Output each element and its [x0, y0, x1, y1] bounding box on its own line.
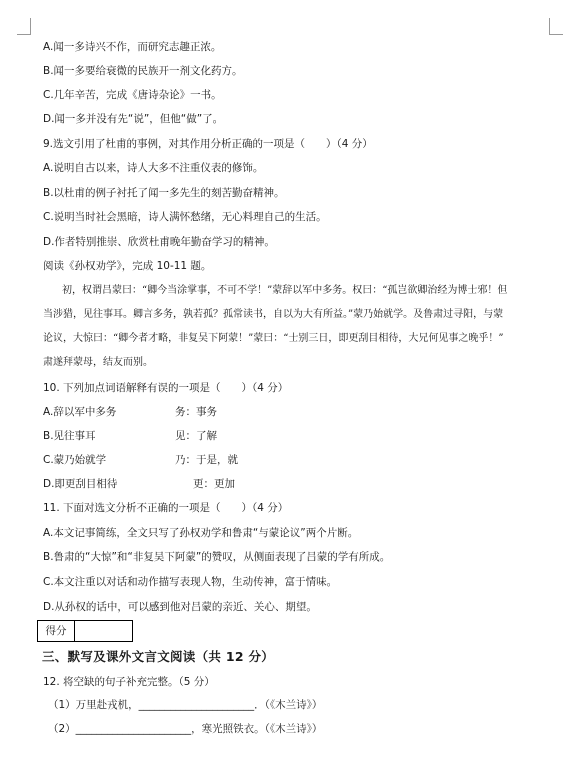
option-10b-phrase: B.见往事耳 — [43, 430, 96, 442]
crop-mark-right-horizontal — [549, 34, 563, 35]
option-11b: B.鲁肃的“大惊”和“非复吴下阿蒙”的赞叹，从侧面表现了吕蒙的学有所成。 — [43, 551, 391, 563]
section-3-heading: 三、默写及课外文言文阅读（共 12 分） — [42, 649, 275, 664]
option-10d-phrase: D.即更刮目相待 — [43, 478, 118, 490]
option-11d: D.从孙权的话中，可以感到他对吕蒙的亲近、关心、期望。 — [43, 601, 317, 613]
option-9b: B.以杜甫的例子衬托了闻一多先生的刻苦勤奋精神。 — [43, 187, 285, 199]
classical-text-line-1: 初，权谓吕蒙曰：“卿今当涂掌事，不可不学！”蒙辞以军中多务。权曰：“孤岂欲卿治经为博士邪！但 — [62, 285, 508, 296]
score-box — [37, 620, 133, 642]
classical-text-line-4: 肃遂拜蒙母，结友而别。 — [43, 357, 153, 368]
option-11c: C.本文注重以对话和动作描写表现人物，生动传神，富于情味。 — [43, 576, 338, 588]
crop-mark-left-horizontal — [17, 34, 31, 35]
option-11a: A.本文记事简练，全文只写了孙权劝学和鲁肃“与蒙论议”两个片断。 — [43, 527, 359, 539]
option-8d: D.闻一多并没有先“说”，但他“做”了。 — [43, 113, 224, 125]
question-10: 10. 下列加点词语解释有误的一项是（ ）（4 分） — [43, 382, 289, 394]
fill-blank-1: （1）万里赴戎机，______________________．（《木兰诗》） — [48, 699, 323, 711]
question-11: 11. 下面对选文分析不正确的一项是（ ）（4 分） — [43, 502, 289, 514]
crop-mark-left-vertical — [30, 18, 31, 35]
question-12: 12. 将空缺的句子补充完整。（5 分） — [43, 676, 215, 688]
fill-blank-2: （2）______________________，寒光照铁衣。（《木兰诗》） — [48, 723, 323, 735]
option-8a: A.闻一多诗兴不作，而研究志趣正浓。 — [43, 41, 222, 53]
crop-mark-right-vertical — [549, 18, 550, 35]
score-value-cell — [75, 621, 132, 641]
option-10d-meaning: 更：更加 — [193, 478, 235, 490]
reading-instruction: 阅读《孙权劝学》，完成 10-11 题。 — [43, 260, 212, 272]
option-9d: D.作者特别推崇、欣赏杜甫晚年勤奋学习的精神。 — [43, 236, 275, 248]
option-10c-phrase: C.蒙乃始就学 — [43, 454, 107, 466]
option-9c: C.说明当时社会黑暗，诗人满怀愁绪，无心料理自己的生活。 — [43, 211, 327, 223]
option-10a-phrase: A.辞以军中多务 — [43, 406, 117, 418]
question-9: 9.选文引用了杜甫的事例，对其作用分析正确的一项是（ ）（4 分） — [43, 138, 373, 150]
option-9a: A.说明自古以来，诗人大多不注重仪表的修饰。 — [43, 162, 264, 174]
option-10b-meaning: 见：了解 — [175, 430, 217, 442]
score-label: 得分 — [38, 621, 75, 641]
option-8b: B.闻一多要给衰微的民族开一剂文化药方。 — [43, 65, 243, 77]
option-8c: C.几年辛苦，完成《唐诗杂论》一书。 — [43, 89, 222, 101]
classical-text-line-3: 论议，大惊曰：“卿今者才略，非复吴下阿蒙！”蒙曰：“士别三日，即更刮目相待，大兄何见事之晚乎！” — [43, 333, 504, 344]
classical-text-line-2: 当涉猎，见往事耳。卿言多务，孰若孤？孤常读书，自以为大有所益。”蒙乃始就学。及鲁肃过寻阳，与蒙 — [43, 309, 504, 320]
option-10c-meaning: 乃：于是，就 — [175, 454, 238, 466]
option-10a-meaning: 务：事务 — [175, 406, 217, 418]
